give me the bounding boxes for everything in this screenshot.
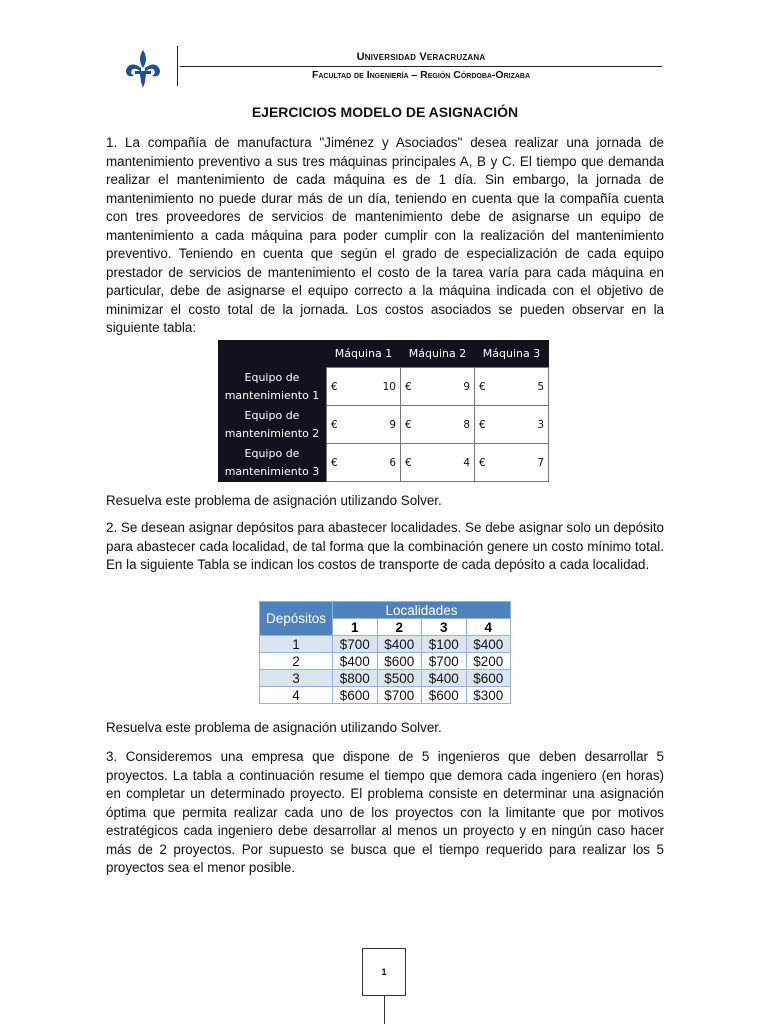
- cost-cell: $600: [377, 653, 422, 670]
- cost-cell: $400: [466, 636, 511, 653]
- cost-cell: $500: [377, 670, 422, 687]
- row-label: 3: [260, 670, 333, 687]
- table-row: [260, 653, 511, 670]
- cost-cell: € 9: [401, 368, 475, 406]
- column-header: 2: [377, 619, 422, 636]
- cost-cell: € 3: [475, 406, 549, 444]
- cost-cell: $100: [422, 636, 467, 653]
- row-label: Equipo de mantenimiento 2: [218, 406, 327, 444]
- faculty-name: Facultad de Ingeniería – Región Córdoba-Orizaba: [311, 69, 531, 81]
- header-rule: [180, 66, 662, 67]
- row-label: 4: [260, 687, 333, 704]
- cost-cell: $600: [466, 670, 511, 687]
- page-number: 1: [362, 948, 406, 996]
- table-row: [260, 636, 511, 653]
- exercise-2-text: 2. Se desean asignar depósitos para abastecer localidades. Se debe asignar solo un depósito para abastecer cada localidad, de tal forma que la combinación genere un costo mínimo total. En la siguiente Tabla se indican los costos de transporte de cada depósito a cada localidad.: [106, 520, 664, 572]
- column-header: Máquina 3: [475, 340, 549, 368]
- cost-cell: $700: [377, 687, 422, 704]
- table-row: [260, 670, 511, 687]
- table-header-row: [218, 340, 549, 368]
- exercise-2-instruction: Resuelva este problema de asignación utilizando Solver.: [106, 720, 442, 735]
- cost-cell: $200: [466, 653, 511, 670]
- column-header: Máquina 2: [401, 340, 475, 368]
- table-row: [218, 406, 549, 444]
- group-header: Localidades: [333, 602, 511, 619]
- page-number-stem: [384, 995, 385, 1024]
- column-header: 1: [333, 619, 378, 636]
- row-label: 1: [260, 636, 333, 653]
- machine-cost-table: [218, 340, 549, 482]
- cost-cell: $600: [333, 687, 378, 704]
- row-label: Equipo de mantenimiento 3: [218, 444, 327, 482]
- cost-cell: $400: [422, 670, 467, 687]
- cost-cell: $300: [466, 687, 511, 704]
- row-label: 2: [260, 653, 333, 670]
- table-row: [260, 687, 511, 704]
- column-header: 3: [422, 619, 467, 636]
- row-label: Equipo de mantenimiento 1: [218, 368, 327, 406]
- table-header-row: [260, 602, 511, 619]
- row-header: Depósitos: [260, 602, 333, 636]
- column-header: 4: [466, 619, 511, 636]
- cost-cell: € 4: [401, 444, 475, 482]
- cost-cell: $700: [422, 653, 467, 670]
- cost-cell: $400: [377, 636, 422, 653]
- corner-cell: [218, 340, 327, 368]
- cost-cell: $600: [422, 687, 467, 704]
- exercise-3-text: 3. Consideremos una empresa que dispone de 5 ingenieros que deben desarrollar 5 proyectos. La tabla a continuación resume el tiempo que demora cada ingeniero (en horas) en completar un determinado proyecto. El problema consiste en determinar una asignación óptima que permita realizar cada uno de los proyectos con la limitante que por motivos estratégicos cada ingeniero debe desarrollar al menos un proyecto y en ningún caso hacer más de 2 proyectos. Por supuesto se busca que el tiempo requerido para realizar los 5 proyectos sea el menor posible.: [106, 749, 664, 875]
- table-row: [218, 368, 549, 406]
- cost-cell: € 9: [327, 406, 401, 444]
- cost-cell: € 8: [401, 406, 475, 444]
- page-title: EJERCICIOS MODELO DE ASIGNACIÓN: [251, 104, 519, 120]
- exercise-1-text: 1. La compañía de manufactura "Jiménez y Asociados" desea realizar una jornada de mantenimiento preventivo a sus tres máquinas principales A, B y C. El tiempo que demanda realizar el mantenimiento de cada máquina es de 1 día. Sin embargo, la jornada de mantenimiento no puede durar más de un día, teniendo en cuenta que la compañía cuenta con tres proveedores de servicios de mantenimiento debe de asignarse un equipo de mantenimiento a cada máquina para poder cumplir con la realización del mantenimiento preventivo. Teniendo en cuenta que según el grado de especialización de cada equipo prestador de servicios de mantenimiento el costo de la tarea varía para cada máquina en particular, debe de asignarse el equipo correcto a la máquina indicada con el objetivo de minimizar el costo total de la jornada. Los costos asociados se pueden observar en la siguiente tabla:: [106, 135, 664, 335]
- column-header: Máquina 1: [327, 340, 401, 368]
- cost-cell: € 7: [475, 444, 549, 482]
- cost-cell: $800: [333, 670, 378, 687]
- cost-cell: $700: [333, 636, 378, 653]
- university-name: Universidad Veracruzana: [356, 51, 486, 63]
- table-row: [218, 444, 549, 482]
- header-divider: [177, 46, 178, 86]
- exercise-1-instruction: Resuelva este problema de asignación utilizando Solver.: [106, 493, 442, 508]
- depot-cost-table: [259, 601, 511, 704]
- cost-cell: € 6: [327, 444, 401, 482]
- cost-cell: $400: [333, 653, 378, 670]
- cost-cell: € 10: [327, 368, 401, 406]
- cost-cell: € 5: [475, 368, 549, 406]
- university-logo-icon: [122, 48, 164, 90]
